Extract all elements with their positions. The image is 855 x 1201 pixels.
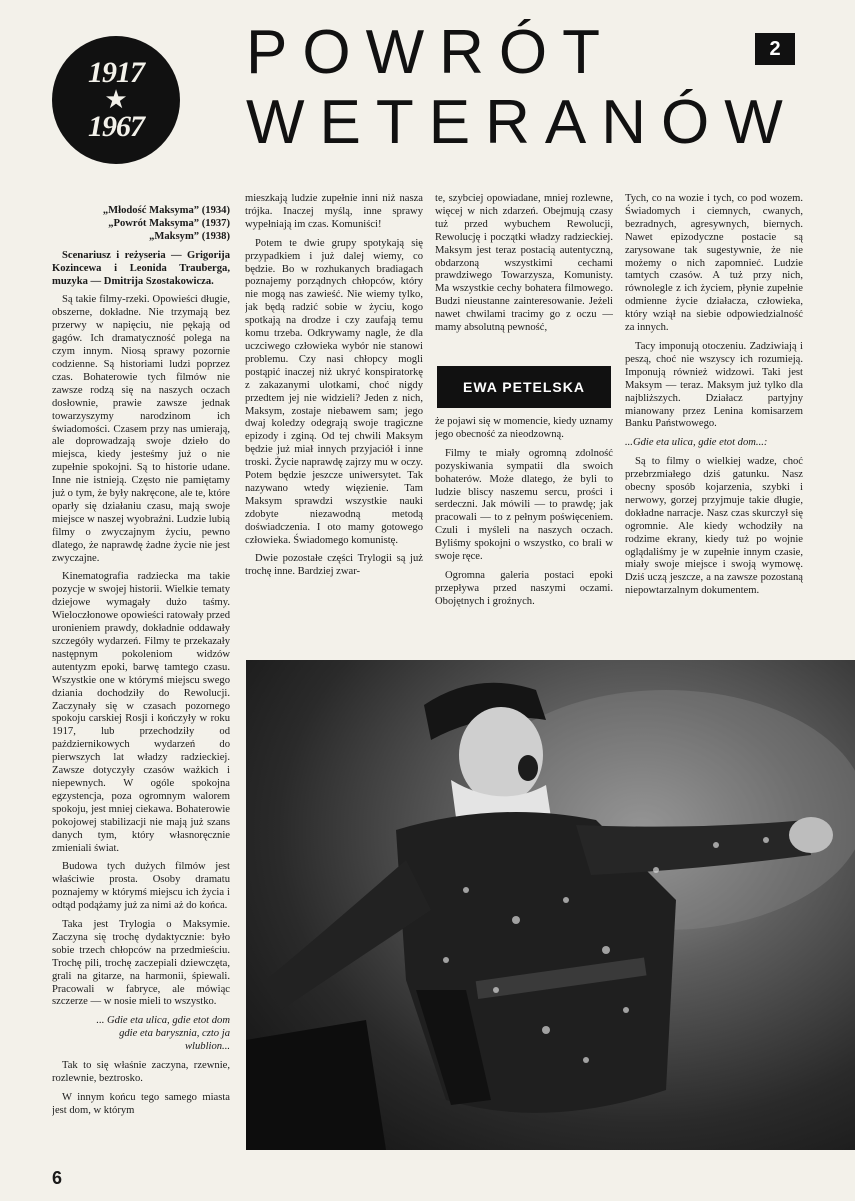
song-line: wlublion...	[184, 1041, 230, 1053]
anniversary-emblem	[52, 36, 180, 164]
film-title: „Powrót Maksyma” (1937)	[108, 217, 230, 229]
section-number-badge: 2	[755, 33, 795, 65]
film-title: „Maksym” (1938)	[149, 230, 230, 242]
author-byline: EWA PETELSKA	[437, 366, 611, 408]
paragraph: Taka jest Trylogia o Maksymie. Zaczyna się trochę dydaktycznie: było sobie trzech chłopców na przedmieściu. Trochę pili, trochę zaczepiali dziewczęta, grali na gitarze, na harmonii, śpiewali. Pracowali w fabryce, ale mówiąc szczerze — w nosie mieli to wszystko.	[52, 919, 230, 1008]
film-still-photo	[246, 660, 855, 1150]
paragraph: Są takie filmy-rzeki. Opowieści długie, obszerne, dokładne. Nie trzymają bez przerwy w napięciu, nie pękają od gagów. Ich dramatyczność polega na czym innym. Niosą sprawy pozornie codzienne. Są historiami ludzi poprzez czas. Bohaterowie tych filmów nie zawsze rodzą się na naszych oczach dosłownie, prawie zawsze jednak towarzyszymy narodzinom ich świadomości. Czasem przy nas umierają, ale doprowadzają swoje dzieło do miejsca, kiedy jesteśmy już o nie zupełnie spokojni. Są to historie udane. Inne nie istnieją. Często nie pamiętamy już o tym, że były nakręcone, ale te, które oparły się działaniu czasu, mają swoje miejsce w naszej wyobraźni. Ludzie lubią filmy o zwyczajnym życiu, pewno dlatego, że naprawdę żadne życie nie jest zwyczajne.	[52, 294, 230, 564]
paragraph: Ogromna galeria postaci epoki przepływa przed naszymi oczami. Obojętnych i groźnych.	[435, 569, 613, 607]
film-still-illustration	[246, 660, 855, 1150]
star-icon: ★	[104, 85, 128, 114]
song-line: ... Gdie eta ulica, gdie etot dom	[96, 1015, 230, 1027]
paragraph: Są to filmy o wielkiej wadze, choć przebrzmiałego dziś gatunku. Nasz obecny sposób kojarzenia, szybki i nerwowy, gorzej przyjmuje takie długie, dokładne narracje. Nasz czas skurczył się ogromnie. Ale kiedy wchodziły na rodzime ekrany, kiedy tuż po wojnie oglądaliśmy je w zupełnie innym czasie, miały swoje miejsce i swoją wymowę. Dziś uczą jeszcze, a na zawsze pozostaną niepowtarzalnym dokumentem.	[625, 456, 803, 597]
paragraph: Budowa tych dużych filmów jest właściwie prosta. Osoby dramatu poznajemy w którymś miejscu ich życia i odtąd podążamy już za nimi aż do końca.	[52, 861, 230, 912]
article-title	[246, 18, 806, 158]
title-line-2: WETERANÓW	[246, 88, 798, 157]
paragraph: mieszkają ludzie zupełnie inni niż nasza trójka. Inaczej myślą, inne sprawy wypełniają im czas. Komuniści!	[245, 193, 423, 230]
text-column-3	[435, 193, 613, 378]
paragraph: Dwie pozostałe części Trylogii są już trochę inne. Bardziej zwar-	[245, 553, 423, 578]
page-number: 6	[52, 1168, 63, 1188]
paragraph: że pojawi się w momencie, kiedy uznamy jego obecność za nieodzowną.	[435, 416, 613, 440]
text-column-3-continued	[435, 416, 613, 651]
text-column-1	[52, 205, 230, 1165]
song-quote	[52, 1015, 230, 1054]
paragraph: Tak to się właśnie zaczyna, rzewnie, rozlewnie, beztrosko.	[52, 1060, 230, 1084]
film-list	[52, 205, 230, 244]
film-credits: Scenariusz i reżyseria — Grigorija Kozincewa i Leonida Trauberga, muzyka — Dmitrija Szostakowicza.	[52, 249, 230, 287]
text-column-4	[625, 193, 803, 633]
emblem-year-top: 1917	[88, 56, 144, 89]
paragraph: Potem te dwie grupy spotykają się przypadkiem i już dalej wiemy, co będzie. Bo w rozhukanych bradiagach poznajemy porządnych chłopców, który nie mogą nas zawieść. Nie wiemy tylko, jak będą radzić sobie w życiu, kogo spotkają na drodze i czy zaufają temu komu trzeba. Odkrywamy nagle, że dla uczciwego człowieka wybór nie stanowi problemu. Czy nasi chłopcy mogli postąpić inaczej niż ukryć konspiratorkę z zakazanymi ulotkami, choć nigdy przedtem jej nie widzieli? Jeden z nich, Maksym, zostaje niebawem sam; jego dwaj koledzy odegrają swoje tragiczne epizody i zginą. Od tej chwili Maksym będzie już miał innych przyjaciół i inne troski. Życie naprawdę zajrzy mu w oczy. Potem będzie jeszcze uniwersytet. Tak nazywano wtedy więzienie. Tam Maksym sprawdzi wszystkie nauki zdobyte niezawodną metodą doświadczenia. I oto mamy gotowego człowieka. Świadomego komunistę.	[245, 237, 423, 546]
film-title: „Młodość Maksyma” (1934)	[102, 205, 230, 216]
song-line: gdie eta barysznia, czto ja	[119, 1028, 230, 1040]
paragraph: Tych, co na wozie i tych, co pod wozem. Świadomych i ciemnych, cwanych, bezradnych, agresywnych, biernych. Nawet epizodyczne postacie są zarysowane tak sugestywnie, że nie możemy o nich zapomnieć. Ludzie tamtych czasów. A tuż przy nich, równolegle z ich życiem, płynie zupełnie odmienne życie działacza, człowieka, który wziął na siebie odpowiedzialność za innych.	[625, 193, 803, 334]
paragraph: Kinematografia radziecka ma takie pozycje w swojej historii. Wielkie tematy dziejowe wymagały dużo taśmy. Wieloczłonowe opowieści ratowały przed uronieniem prawdy, dokładnie oddawały szczegóły wydarzeń. Filmy te przekazały następnym pokoleniom widzów autentyzm epoki, barwę tamtego czasu. Wszystkie one w którymś miejscu swego dziania dochodziły do Rewolucji. Zaczynały się w czasach pozornego spokoju carskiej Rosji i kończyły w roku 1917, lub przechodziły od październikowych wydarzeń do pierwszych lat władzy radzieckiej. Zawsze dotyczyły czasów ważkich i niepewnych. W ogóle spokojna egzystencja, poza ogromnym walorem spokoju, jest mniej ciekawa. Bohaterowie pokojowej stabilizacji nie mają już szans danych tym, który własnoręcznie zmieniali świat.	[52, 571, 230, 854]
text-column-2	[245, 193, 423, 648]
paragraph: W innym końcu tego samego miasta jest dom, w którym	[52, 1091, 230, 1116]
paragraph: te, szybciej opowiadane, mniej rozlewne, więcej w nich zdarzeń. Obejmują czasy tuż przed wybuchem Rewolucji, Rewolucję i początki władzy radzieckiej. Maksym jest teraz postacią autentyczną, obdarzoną wszystkimi cechami prawdziwego Towarzysza, Komunisty. Ma wszystkie cechy bohatera filmowego. Budzi nieustanne zainteresowanie. Jeżeli nawet chwilami tracimy go z oczu — mamy absolutną pewność,	[435, 193, 613, 334]
song-quote: ...Gdie eta ulica, gdie etot dom...:	[625, 437, 768, 449]
title-line-1: POWRÓT	[246, 18, 615, 87]
paragraph: Tacy imponują otoczeniu. Zadziwiają i peszą, choć nie wszyscy ich rozumieją. Imponują również widzowi. Taki jest Maksym — teraz. Maksym już tylko dla najbliższych. Działacz partyjny mianowany przez Lenina komisarzem Banku Państwowego.	[625, 340, 803, 430]
paragraph: Filmy te miały ogromną zdolność pozyskiwania sympatii dla swoich bohaterów. Może dlatego, że byli to ludzie bliscy naszemu sercu, prości i serdeczni. Jak mówili — to prawdę; jak pracowali — to z pełnym poświęceniem. Czuli i myśleli na naszych oczach. Byliśmy spokojni o wszystko, co brali w swoje ręce.	[435, 447, 613, 563]
emblem-year-bottom: 1967	[88, 110, 144, 143]
